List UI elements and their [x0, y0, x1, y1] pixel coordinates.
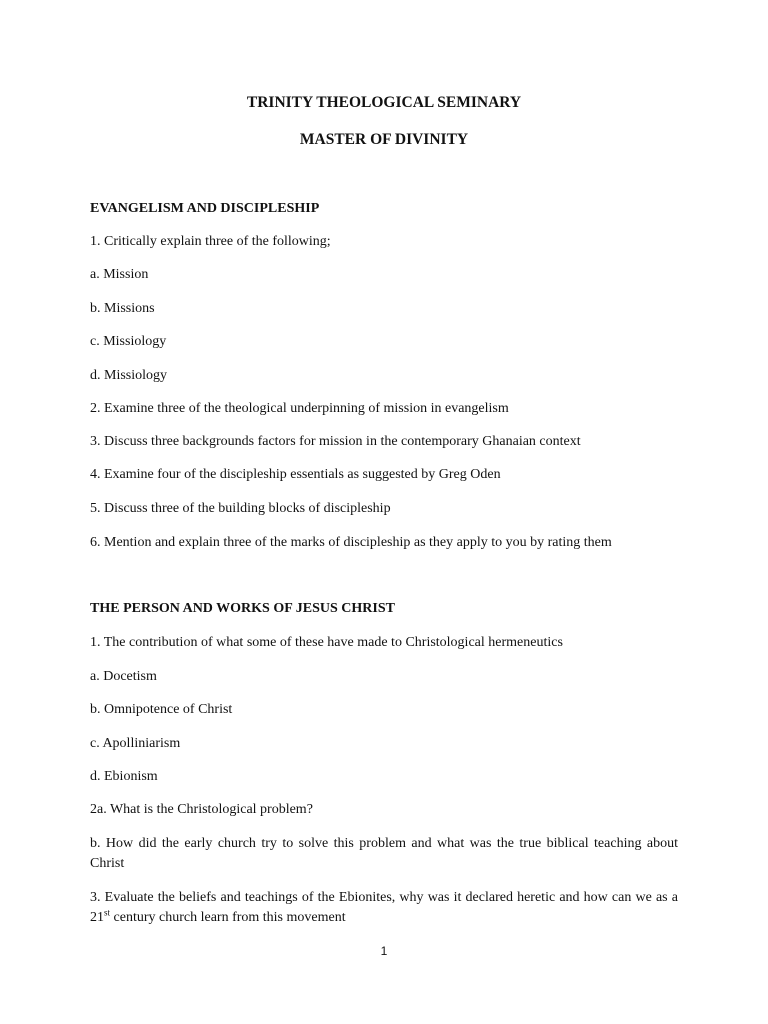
- option-a: a. Docetism: [90, 669, 157, 684]
- question-6: 6. Mention and explain three of the marks of discipleship as they apply to you by rating them: [90, 535, 612, 550]
- question-4: 4. Examine four of the discipleship essentials as suggested by Greg Oden: [90, 467, 501, 482]
- option-c: c. Missiology: [90, 334, 167, 349]
- question-5: 5. Discuss three of the building blocks of discipleship: [90, 501, 391, 516]
- page-number: 1: [380, 944, 388, 958]
- option-b: b. Omnipotence of Christ: [90, 702, 233, 717]
- section-heading-christology: THE PERSON AND WORKS OF JESUS CHRIST: [90, 601, 395, 616]
- question-3: [90, 888, 678, 928]
- option-b: b. Missions: [90, 301, 155, 316]
- question-3-text: 3. Evaluate the beliefs and teachings of the Ebionites, why was it declared heretic and how can we as a 21: [90, 890, 678, 925]
- section-heading-evangelism: EVANGELISM AND DISCIPLESHIP: [90, 201, 320, 216]
- program-title: MASTER OF DIVINITY: [299, 131, 469, 148]
- question-2a: 2a. What is the Christological problem?: [90, 802, 313, 817]
- option-a: a. Mission: [90, 267, 149, 282]
- question-3: 3. Discuss three backgrounds factors for mission in the contemporary Ghanaian context: [90, 434, 581, 449]
- question-1: 1. Critically explain three of the following;: [90, 234, 331, 249]
- question-3-text-cont: century church learn from this movement: [110, 910, 346, 925]
- institution-title: TRINITY THEOLOGICAL SEMINARY: [246, 94, 522, 111]
- question-1: 1. The contribution of what some of these have made to Christological hermeneutics: [90, 635, 563, 650]
- option-d: d. Missiology: [90, 368, 168, 383]
- question-2b: b. How did the early church try to solve this problem and what was the true biblical teaching about Christ: [90, 836, 678, 871]
- option-d: d. Ebionism: [90, 769, 158, 784]
- question-2: 2. Examine three of the theological underpinning of mission in evangelism: [90, 401, 509, 416]
- ordinal-suffix: st: [104, 907, 111, 918]
- option-c: c. Apolliniarism: [90, 736, 181, 751]
